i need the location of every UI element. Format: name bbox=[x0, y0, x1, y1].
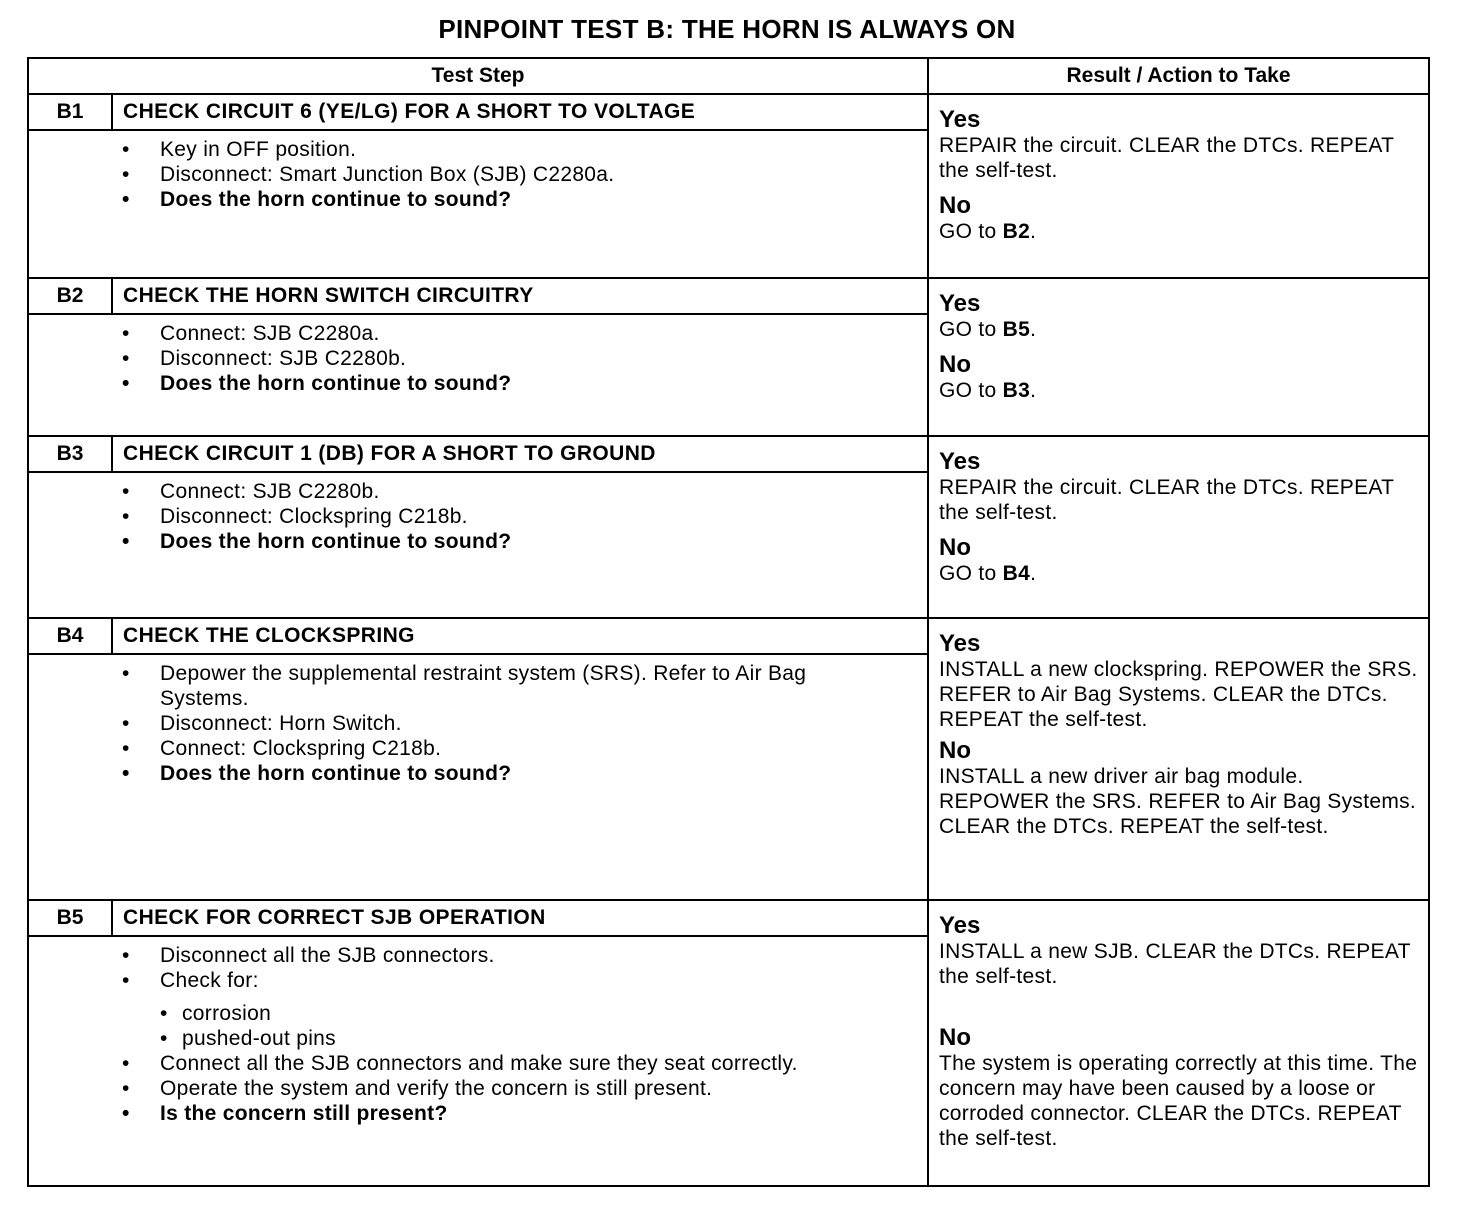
step-b4-heading-row bbox=[28, 618, 1429, 654]
list-item: • Disconnect: Smart Junction Box (SJB) C2280a. bbox=[122, 163, 615, 186]
no-action: GO to B4. bbox=[939, 562, 1037, 585]
list-item: • Disconnect: Clockspring C218b. bbox=[122, 505, 468, 528]
yes-action: REPAIR the circuit. CLEAR the DTCs. REPEAT the self-test. bbox=[939, 134, 1394, 182]
step-b1-instructions bbox=[112, 130, 928, 278]
sub-list bbox=[160, 1001, 927, 1051]
yes-label: Yes bbox=[939, 630, 981, 657]
pinpoint-test-table bbox=[27, 57, 1430, 1187]
yes-label: Yes bbox=[939, 448, 981, 475]
step-b4-instructions bbox=[112, 654, 928, 900]
step-b3-heading-row bbox=[28, 436, 1429, 472]
step-link: B5 bbox=[1002, 318, 1031, 341]
step-link: B4 bbox=[1002, 562, 1031, 585]
page-title: PINPOINT TEST B: THE HORN IS ALWAYS ON bbox=[438, 14, 1016, 44]
no-label: No bbox=[939, 534, 971, 561]
step-question: • Is the concern still present? bbox=[122, 1102, 448, 1125]
sub-list-item: • pushed-out pins bbox=[160, 1027, 336, 1050]
no-action: GO to B2. bbox=[939, 220, 1037, 243]
step-b5-result bbox=[928, 900, 1429, 1186]
step-b2-result bbox=[928, 278, 1429, 436]
step-question: • Does the horn continue to sound? bbox=[122, 372, 512, 395]
list-item: • Depower the supplemental restraint system (SRS). Refer to Air Bag Systems. bbox=[122, 662, 807, 710]
step-b5-heading-row bbox=[28, 900, 1429, 936]
step-id: B2 bbox=[28, 278, 112, 314]
step-id-spacer bbox=[28, 314, 112, 436]
step-b3-result bbox=[928, 436, 1429, 618]
list-item: • Connect: SJB C2280b. bbox=[122, 480, 380, 503]
no-action: The system is operating correctly at this time. The concern may have been caused by a loose or corroded connector. CLEAR the DTCs. REPEAT the self-test. bbox=[939, 1052, 1418, 1150]
step-question: • Does the horn continue to sound? bbox=[122, 762, 512, 785]
step-b2-heading-row bbox=[28, 278, 1429, 314]
yes-label: Yes bbox=[939, 106, 981, 133]
step-id-spacer bbox=[28, 472, 112, 618]
result-header: Result / Action to Take bbox=[928, 58, 1429, 94]
list-item: • Key in OFF position. bbox=[122, 138, 357, 161]
step-id-spacer bbox=[28, 654, 112, 900]
step-question: • Does the horn continue to sound? bbox=[122, 530, 512, 553]
step-heading: CHECK THE CLOCKSPRING bbox=[112, 618, 928, 654]
step-heading: CHECK CIRCUIT 6 (YE/LG) FOR A SHORT TO VOLTAGE bbox=[112, 94, 928, 130]
yes-action: GO to B5. bbox=[939, 318, 1037, 341]
no-label: No bbox=[939, 737, 971, 764]
no-label: No bbox=[939, 192, 971, 219]
list-item: • Connect all the SJB connectors and make sure they seat correctly. bbox=[122, 1052, 798, 1075]
list-item: • Operate the system and verify the concern is still present. bbox=[122, 1077, 713, 1100]
step-id: B3 bbox=[28, 436, 112, 472]
step-b2-instructions bbox=[112, 314, 928, 436]
step-id-spacer bbox=[28, 936, 112, 1186]
step-id: B4 bbox=[28, 618, 112, 654]
yes-label: Yes bbox=[939, 290, 981, 317]
no-action: GO to B3. bbox=[939, 379, 1037, 402]
list-item: • Connect: SJB C2280a. bbox=[122, 322, 380, 345]
step-b1-heading-row bbox=[28, 94, 1429, 130]
step-heading: CHECK FOR CORRECT SJB OPERATION bbox=[112, 900, 928, 936]
yes-action: REPAIR the circuit. CLEAR the DTCs. REPEAT the self-test. bbox=[939, 476, 1394, 524]
step-link: B3 bbox=[1002, 379, 1031, 402]
yes-action: INSTALL a new SJB. CLEAR the DTCs. REPEAT the self-test. bbox=[939, 940, 1411, 988]
step-question: • Does the horn continue to sound? bbox=[122, 188, 512, 211]
list-item: • Disconnect all the SJB connectors. bbox=[122, 944, 495, 967]
no-label: No bbox=[939, 1024, 971, 1051]
table-header-row bbox=[28, 58, 1429, 94]
step-b4-result bbox=[928, 618, 1429, 900]
step-link: B2 bbox=[1002, 220, 1031, 243]
no-action: INSTALL a new driver air bag module. REPOWER the SRS. REFER to Air Bag Systems. CLEAR the DTCs. REPEAT the self-test. bbox=[939, 765, 1417, 838]
list-item: • Check for: • corrosion • pushed-out pins bbox=[112, 968, 927, 1051]
list-item: • Connect: Clockspring C218b. bbox=[122, 737, 442, 760]
yes-action: INSTALL a new clockspring. REPOWER the SRS. REFER to Air Bag Systems. CLEAR the DTCs. REPEAT the self-test. bbox=[939, 658, 1418, 731]
step-b3-instructions bbox=[112, 472, 928, 618]
step-b1-result bbox=[928, 94, 1429, 278]
step-id: B1 bbox=[28, 94, 112, 130]
list-item: • Disconnect: SJB C2280b. bbox=[122, 347, 407, 370]
step-heading: CHECK THE HORN SWITCH CIRCUITRY bbox=[112, 278, 928, 314]
list-item: • Disconnect: Horn Switch. bbox=[122, 712, 402, 735]
sub-list-item: • corrosion bbox=[160, 1002, 272, 1025]
step-b5-instructions bbox=[112, 936, 928, 1186]
test-step-header: Test Step bbox=[28, 58, 928, 94]
no-label: No bbox=[939, 351, 971, 378]
step-id-spacer bbox=[28, 130, 112, 278]
step-heading: CHECK CIRCUIT 1 (DB) FOR A SHORT TO GROUND bbox=[112, 436, 928, 472]
yes-label: Yes bbox=[939, 912, 981, 939]
step-id: B5 bbox=[28, 900, 112, 936]
